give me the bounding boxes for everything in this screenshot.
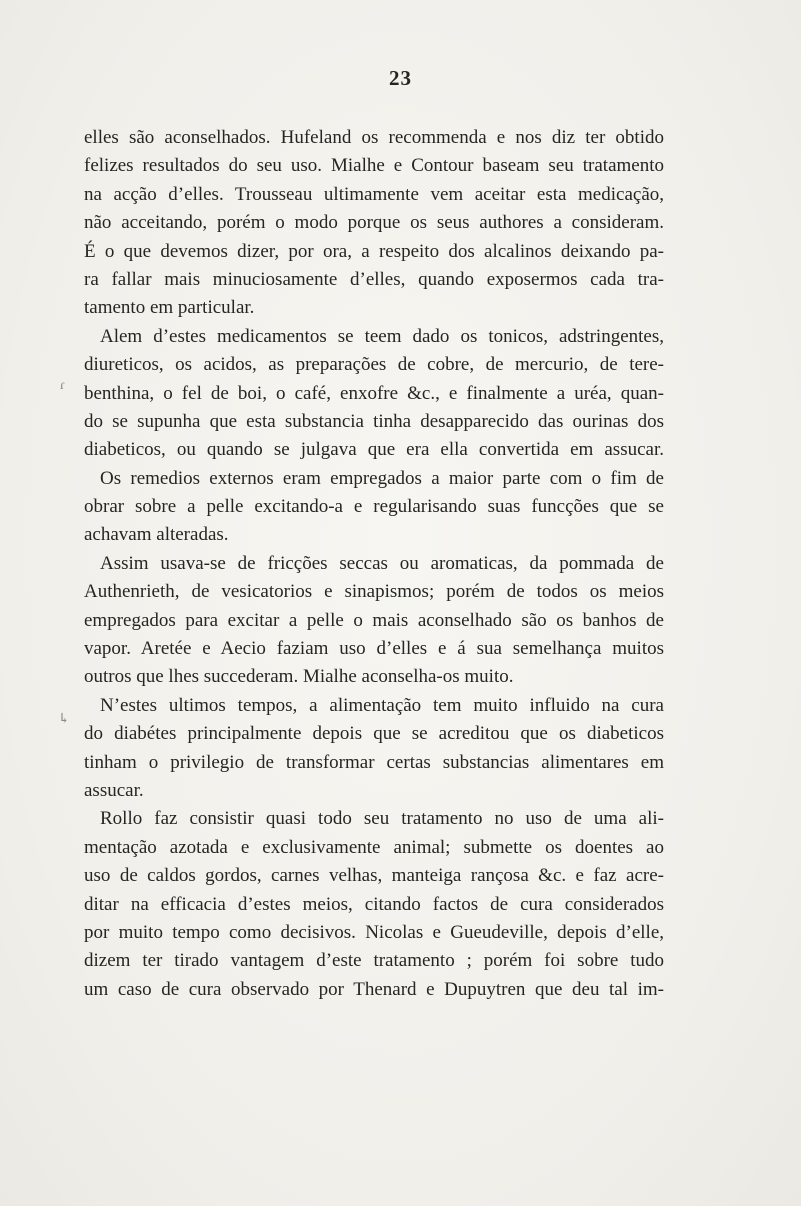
text-line: assucar. [84, 779, 144, 801]
text-line: Rollo faz consistir quasi todo seu tratamento no uso de uma ali- [100, 808, 664, 830]
text-line: tinham o privilegio de transformar certas substancias alimentares em [84, 751, 664, 773]
text-line: Os remedios externos eram empregados a maior parte com o fim de [100, 467, 664, 489]
text-line: Alem d’estes medicamentos se teem dado os tonicos, adstringentes, [100, 325, 664, 347]
text-line: outros que lhes succederam. Mialhe aconselha-os muito. [84, 666, 514, 688]
text-line: achavam alteradas. [84, 524, 229, 546]
text-line: benthina, o fel de boi, o café, enxofre &c., e finalmente a uréa, quan- [84, 382, 664, 404]
margin-mark: ɾ [60, 378, 65, 393]
text-line: N’estes ultimos tempos, a alimentação tem muito influido na cura [100, 694, 664, 716]
text-line: empregados para excitar a pelle o mais aconselhado são os banhos de [84, 609, 664, 631]
text-line: por muito tempo como decisivos. Nicolas e Gueudeville, depois d’elle, [84, 921, 664, 943]
text-line: mentação azotada e exclusivamente animal; submette os doentes ao [84, 836, 664, 858]
text-line: elles são aconselhados. Hufeland os recommenda e nos diz ter obtido [84, 127, 664, 148]
text-line: tamento em particular. [84, 297, 255, 319]
text-line: vapor. Aretée e Aecio faziam uso d’elles e á sua semelhança muitos [84, 638, 664, 660]
text-line: do se supunha que esta substancia tinha desapparecido das ourinas dos [84, 410, 664, 432]
text-line: Authenrieth, de vesicatorios e sinapismos; porém de todos os meios [84, 581, 664, 603]
text-line: diabeticos, ou quando se julgava que era ella convertida em assucar. [84, 439, 664, 461]
margin-mark: ↳ [58, 712, 70, 727]
page-number: 23 [389, 66, 412, 90]
text-line: uso de caldos gordos, carnes velhas, manteiga rançosa &c. e faz acre- [84, 865, 664, 887]
text-line: um caso de cura observado por Thenard e Dupuytren que deu tal im- [84, 978, 664, 1000]
text-line: ditar na efficacia d’estes meios, citando factos de cura considerados [84, 893, 664, 915]
text-line: Assim usava-se de fricções seccas ou aromaticas, da pommada de [100, 552, 664, 574]
text-line: É o que devemos dizer, por ora, a respeito dos alcalinos deixando pa- [84, 240, 664, 262]
text-line: ra fallar mais minuciosamente d’elles, quando exposermos cada tra- [84, 268, 664, 290]
text-line: na acção d’elles. Trousseau ultimamente vem aceitar esta medicação, [84, 183, 664, 205]
text-line: do diabétes principalmente depois que se acreditou que os diabeticos [84, 723, 664, 745]
text-line: não acceitando, porém o modo porque os seus authores a consideram. [84, 212, 664, 234]
text-line: diureticos, os acidos, as preparações de cobre, de mercurio, de tere- [84, 354, 664, 376]
text-line: felizes resultados do seu uso. Mialhe e Contour baseam seu tratamento [84, 155, 664, 177]
text-line: obrar sobre a pelle excitando-a e regularisando suas funcções que se [84, 496, 664, 518]
body-text [84, 124, 664, 1004]
text-line: dizem ter tirado vantagem d’este tratamento ; porém foi sobre tudo [84, 950, 664, 972]
